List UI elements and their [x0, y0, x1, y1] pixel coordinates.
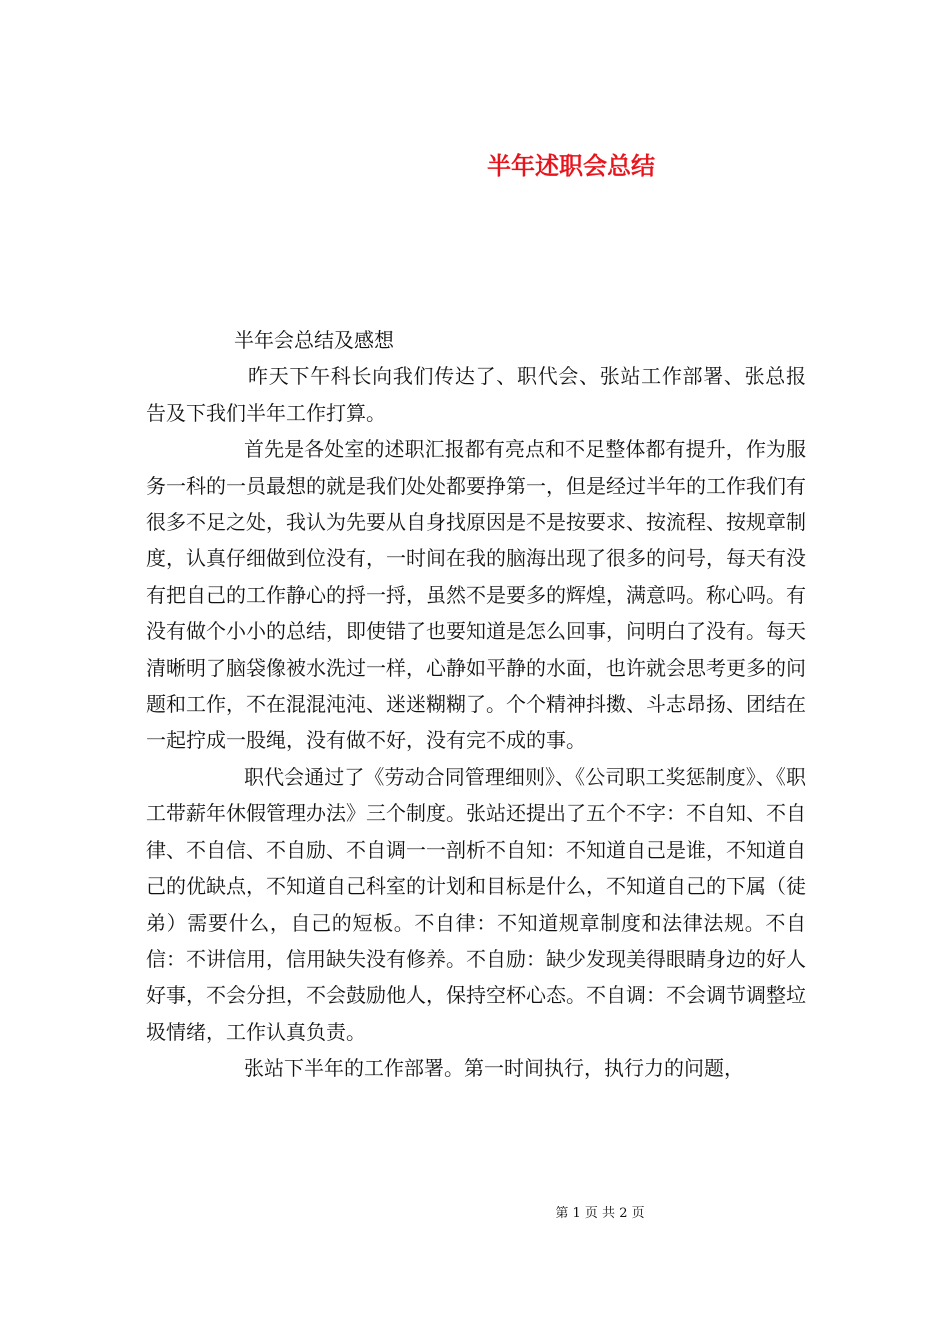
paragraph-2: 首先是各处室的述职汇报都有亮点和不足整体都有提升，作为服务一科的一员最想的就是我们处处都要挣第一，但是经过半年的工作我们有很多不足之处，我认为先要从自身找原因是不是按要求、按流程、按规章制度，认真仔细做到位没有，一时间在我的脑海出现了很多的问号，每天有没有把自己的工作静心的捋一捋，虽然不是要多的辉煌，满意吗。称心吗。有没有做个小小的总结，即使错了也要知道是怎么回事，问明白了没有。每天清晰明了脑袋像被水洗过一样，心静如平静的水面，也许就会思考更多的问题和工作，不在混混沌沌、迷迷糊糊了。个个精神抖擞、斗志昂扬、团结在一起拧成一股绳，没有做不好，没有完不成的事。 [146, 437, 806, 753]
section-subtitle: 半年会总结及感想 [234, 328, 394, 352]
paragraph-1: 昨天下午科长向我们传达了、职代会、张站工作部署、张总报告及下我们半年工作打算。 [146, 364, 806, 425]
paragraph-4: 张站下半年的工作部署。第一时间执行，执行力的问题， [244, 1056, 744, 1081]
page-footer: 第 1 页 共 2 页 [555, 1206, 645, 1221]
document-body [146, 322, 806, 1087]
document-title: 半年述职会总结 [487, 151, 655, 181]
paragraph-3: 职代会通过了《劳动合同管理细则》、《公司职工奖惩制度》、《职工带薪年休假管理办法》三个制度。张站还提出了五个不字：不自知、不自律、不自信、不自励、不自调一一剖析不自知：不知道自己是谁，不知道自己的优缺点，不知道自己科室的计划和目标是什么，不知道自己的下属（徒弟）需要什么，自己的短板。不自律：不知道规章制度和法律法规。不自信：不讲信用，信用缺失没有修养。不自励：缺少发现美得眼睛身边的好人好事，不会分担，不会鼓励他人，保持空杯心态。不自调：不会调节调整垃圾情绪，工作认真负责。 [146, 764, 806, 1044]
